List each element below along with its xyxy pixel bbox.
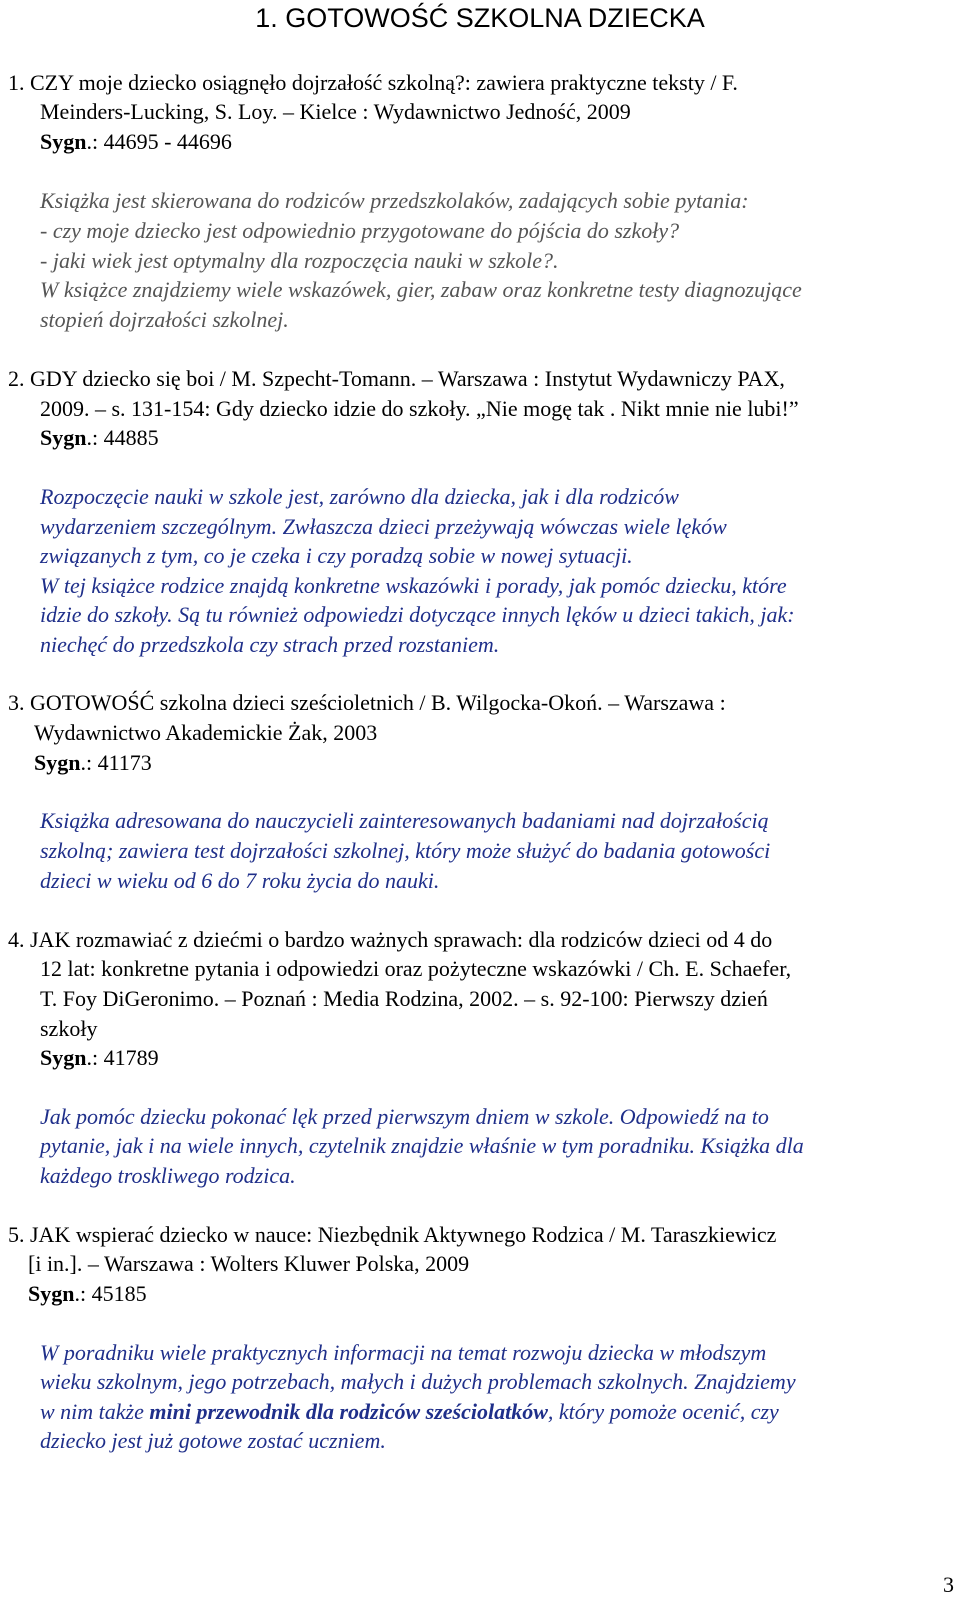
entry-2-annotation-4: W tej książce rodzice znajdą konkretne wskazówki i porady, jak pomóc dziecku, które (40, 573, 787, 598)
sygn-label: Sygn (40, 1045, 87, 1070)
entry-1-annotation-5: stopień dojrzałości szkolnej. (40, 307, 289, 332)
entry-4-line-1: 4. JAK rozmawiać z dziećmi o bardzo ważnych sprawach: dla rodziców dzieci od 4 do (8, 927, 773, 952)
annotation-text-before: w nim także (40, 1399, 150, 1424)
entry-1-line-1: 1. CZY moje dziecko osiągnęło dojrzałość szkolną?: zawiera praktyczne teksty / F. (8, 70, 738, 95)
entry-3-line-2: Wydawnictwo Akademickie Żak, 2003 (34, 720, 378, 745)
entry-2-line-1: 2. GDY dziecko się boi / M. Szpecht-Tomann. – Warszawa : Instytut Wydawniczy PAX, (8, 366, 785, 391)
page-title: 1. GOTOWOŚĆ SZKOLNA DZIECKA (255, 3, 705, 33)
entry-1-annotation-1: Książka jest skierowana do rodziców przedszkolaków, zadających sobie pytania: (40, 188, 749, 213)
annotation-bold-phrase: mini przewodnik dla rodziców sześciolatków (149, 1399, 548, 1424)
entry-5-annotation-1: W poradniku wiele praktycznych informacji na temat rozwoju dziecka w młodszym (40, 1340, 767, 1365)
entry-5-annotation-3 (40, 1397, 779, 1427)
entry-1-annotation-4: W książce znajdziemy wiele wskazówek, gier, zabaw oraz konkretne testy diagnozujące (40, 277, 802, 302)
entry-2-annotation-2: wydarzeniem szczególnym. Zwłaszcza dzieci przeżywają wówczas wiele lęków (40, 514, 727, 539)
entry-1-annotation-3: - jaki wiek jest optymalny dla rozpoczęcia nauki w szkole?. (40, 248, 559, 273)
entry-1-annotation-2: - czy moje dziecko jest odpowiednio przygotowane do pójścia do szkoły? (40, 218, 680, 243)
sygn-value: .: 41173 (80, 750, 152, 775)
entry-5-line-2: [i in.]. – Warszawa : Wolters Kluwer Polska, 2009 (28, 1251, 470, 1276)
entry-4-annotation-3: każdego troskliwego rodzica. (40, 1163, 296, 1188)
annotation-text-after: , który pomoże ocenić, czy (547, 1399, 779, 1424)
entry-4-line-4: szkoły (40, 1016, 98, 1041)
entry-5-annotation-4: dziecko jest już gotowe zostać uczniem. (40, 1428, 386, 1453)
entry-2-line-2: 2009. – s. 131-154: Gdy dziecko idzie do szkoły. „Nie mogę tak . Nikt mnie nie lubi!” (40, 396, 799, 421)
entry-2-annotation-1: Rozpoczęcie nauki w szkole jest, zarówno dla dziecka, jak i dla rodziców (40, 484, 679, 509)
entry-4-line-3: T. Foy DiGeronimo. – Poznań : Media Rodzina, 2002. – s. 92-100: Pierwszy dzień (40, 986, 768, 1011)
entry-2-annotation-5: idzie do szkoły. Są tu również odpowiedzi dotyczące innych lęków u dzieci takich, jak: (40, 602, 795, 627)
sygn-label: Sygn (28, 1281, 75, 1306)
entry-3-annotation-3: dzieci w wieku od 6 do 7 roku życia do nauki. (40, 868, 440, 893)
sygn-label: Sygn (34, 750, 81, 775)
entry-4-annotation-2: pytanie, jak i na wiele innych, czytelnik znajdzie właśnie w tym poradniku. Książka dla (40, 1133, 804, 1158)
entry-2-annotation-6: niechęć do przedszkola czy strach przed rozstaniem. (40, 632, 500, 657)
entry-3-line-1: 3. GOTOWOŚĆ szkolna dzieci sześcioletnich / B. Wilgocka-Okoń. – Warszawa : (8, 690, 726, 715)
entry-5-annotation-2: wieku szkolnym, jego potrzebach, małych i dużych problemach szkolnych. Znajdziemy (40, 1369, 796, 1394)
sygn-value: .: 45185 (74, 1281, 147, 1306)
entry-5-line-1: 5. JAK wspierać dziecko w nauce: Niezbędnik Aktywnego Rodzica / M. Taraszkiewicz (8, 1222, 777, 1247)
entry-2-annotation-3: związanych z tym, co je czeka i czy poradzą sobie w nowej sytuacji. (40, 543, 633, 568)
entry-4-line-2: 12 lat: konkretne pytania i odpowiedzi oraz pożyteczne wskazówki / Ch. E. Schaefer, (40, 956, 792, 981)
entry-4-annotation-1: Jak pomóc dziecku pokonać lęk przed pierwszym dniem w szkole. Odpowiedź na to (40, 1104, 769, 1129)
entry-4-sygn (40, 1043, 159, 1073)
entry-5-sygn (28, 1279, 147, 1309)
sygn-label: Sygn (40, 129, 87, 154)
entry-3-sygn (34, 748, 152, 778)
entry-1-line-2: Meinders-Lucking, S. Loy. – Kielce : Wydawnictwo Jedność, 2009 (40, 99, 631, 124)
entry-1-sygn (40, 127, 232, 157)
page-number: 3 (943, 1572, 954, 1597)
sygn-value: .: 44695 - 44696 (86, 129, 232, 154)
sygn-value: .: 41789 (86, 1045, 159, 1070)
entry-3-annotation-1: Książka adresowana do nauczycieli zainteresowanych badaniami nad dojrzałością (40, 808, 769, 833)
entry-3-annotation-2: szkolną; zawiera test dojrzałości szkolnej, który może służyć do badania gotowości (40, 838, 771, 863)
entry-2-sygn (40, 423, 159, 453)
sygn-label: Sygn (40, 425, 87, 450)
sygn-value: .: 44885 (86, 425, 159, 450)
